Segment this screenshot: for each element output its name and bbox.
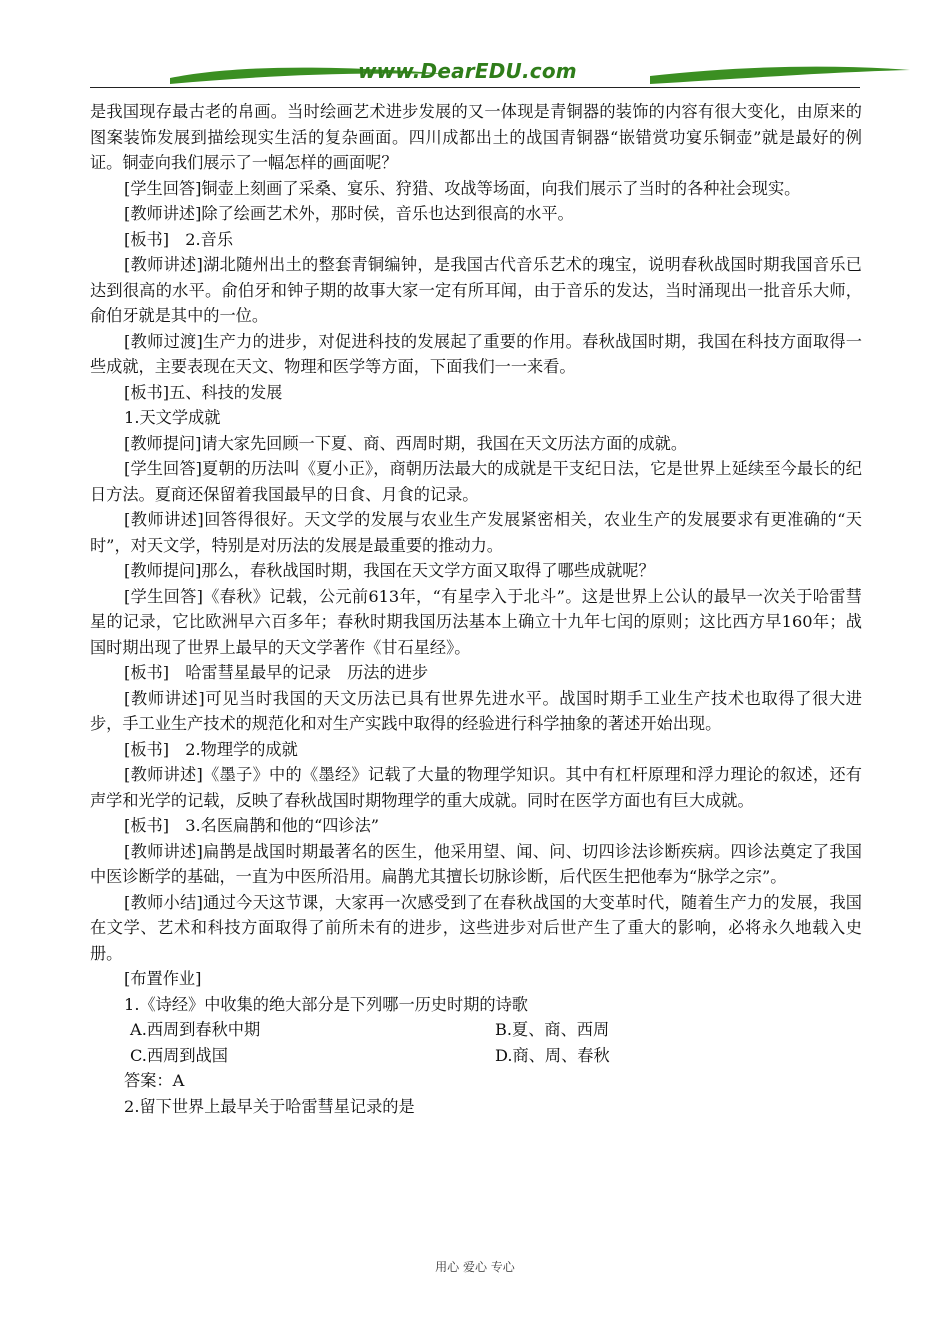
header-rule (90, 87, 860, 88)
paragraph: [学生回答]夏朝的历法叫《夏小正》，商朝历法最大的成就是干支纪日法，它是世界上延续至今最长的纪日方法。夏商还保留着我国最早的日食、月食的记录。 (90, 459, 862, 504)
board-note: [板书] 哈雷彗星最早的记录 历法的进步 (124, 663, 429, 682)
option-a: A.西周到春秋中期 (130, 1020, 261, 1039)
board-note: [板书] 2.音乐 (124, 229, 234, 249)
paragraph: [教师小结]通过今天这节课，大家再一次感受到了在春秋战国的大变革时代，随着生产力的发展，我国在文学、艺术和科技方面取得了前所未有的进步，这些进步对后世产生了重大的影响，必将永久地载入史册。 (90, 892, 862, 963)
paragraph: [教师讲述]《墨子》中的《墨经》记载了大量的物理学知识。其中有杠杆原理和浮力理论的叙述，还有声学和光学的记载，反映了春秋战国时期物理学的重大成就。同时在医学方面也有巨大成就。 (90, 765, 862, 810)
paragraph: [教师讲述]除了绘画艺术外，那时侯，音乐也达到很高的水平。 (124, 204, 574, 223)
document-body (90, 99, 862, 1119)
board-note: [板书] 3.名医扁鹊和他的“四诊法” (124, 816, 380, 835)
option-b: B.夏、商、西周 (495, 1020, 610, 1039)
paragraph: [教师提问]那么，春秋战国时期，我国在天文学方面又取得了哪些成就呢？ (124, 561, 655, 580)
site-logo[interactable]: www.DearEDU.com (358, 59, 577, 83)
question-1: 1.《诗经》中收集的绝大部分是下列哪一历史时期的诗歌 (124, 994, 528, 1014)
answer-options-row (90, 1017, 862, 1043)
section-heading: [板书]五、科技的发展 (124, 382, 283, 402)
paragraph: [教师过渡]生产力的进步，对促进科技的发展起了重要的作用。春秋战国时期，我国在科技方面取得一些成就，主要表现在天文、物理和医学等方面，下面我们一一来看。 (90, 331, 862, 376)
option-c: C.西周到战国 (130, 1045, 228, 1065)
board-note: [板书] 2.物理学的成就 (124, 739, 298, 759)
paragraph: [教师讲述]可见当时我国的天文历法已具有世界先进水平。战国时期手工业生产技术也取得了很大进步，手工业生产技术的规范化和对生产实践中取得的经验进行科学抽象的著述开始出现。 (90, 688, 862, 733)
homework-heading: [布置作业] (124, 969, 202, 988)
answer-options-row (90, 1043, 862, 1069)
paragraph: [教师提问]请大家先回顾一下夏、商、西周时期，我国在天文历法方面的成就。 (124, 433, 688, 453)
page-footer: 用心 爱心 专心 (435, 1260, 515, 1274)
paragraph: [教师讲述]回答得很好。天文学的发展与农业生产发展紧密相关，农业生产的发展要求有更准确的“天时”，对天文学，特别是对历法的发展是最重要的推动力。 (90, 510, 862, 555)
question-2: 2.留下世界上最早关于哈雷彗星记录的是 (124, 1096, 415, 1116)
paragraph: [学生回答]铜壶上刻画了采桑、宴乐、狩猎、攻战等场面，向我们展示了当时的各种社会现实。 (124, 178, 801, 198)
paragraph: 是我国现存最古老的帛画。当时绘画艺术进步发展的又一体现是青铜器的装饰的内容有很大变化，由原来的图案装饰发展到描绘现实生活的复杂画面。四川成都出土的战国青铜器“嵌错赏功宴乐铜壶”就是最好的例证。铜壶向我们展示了一幅怎样的画面呢？ (90, 102, 862, 172)
option-d: D.商、周、春秋 (495, 1045, 610, 1065)
paragraph: [学生回答]《春秋》记载，公元前613年，“有星孛入于北斗”。这是世界上公认的最早一次关于哈雷彗星的记录，它比欧洲早六百多年；春秋时期我国历法基本上确立十九年七闰的原则；这比西方早160年；战国时期出现了世界上最早的天文学著作《甘石星经》。 (90, 586, 862, 657)
right-swoosh-decoration (650, 64, 910, 86)
subheading: 1.天文学成就 (124, 408, 221, 427)
paragraph: [教师讲述]扁鹊是战国时期最著名的医生，他采用望、闻、问、切四诊法诊断疾病。四诊法奠定了我国中医诊断学的基础，一直为中医所沿用。扁鹊尤其擅长切脉诊断，后代医生把他奉为“脉学之宗”。 (90, 841, 862, 886)
paragraph: [教师讲述]湖北随州出土的整套青铜编钟，是我国古代音乐艺术的瑰宝，说明春秋战国时期我国音乐已达到很高的水平。俞伯牙和钟子期的故事大家一定有所耳闻，由于音乐的发达，当时涌现出一批音乐大师，俞伯牙就是其中的一位。 (90, 255, 862, 325)
page-header (90, 56, 860, 96)
answer: 答案：A (124, 1071, 185, 1090)
